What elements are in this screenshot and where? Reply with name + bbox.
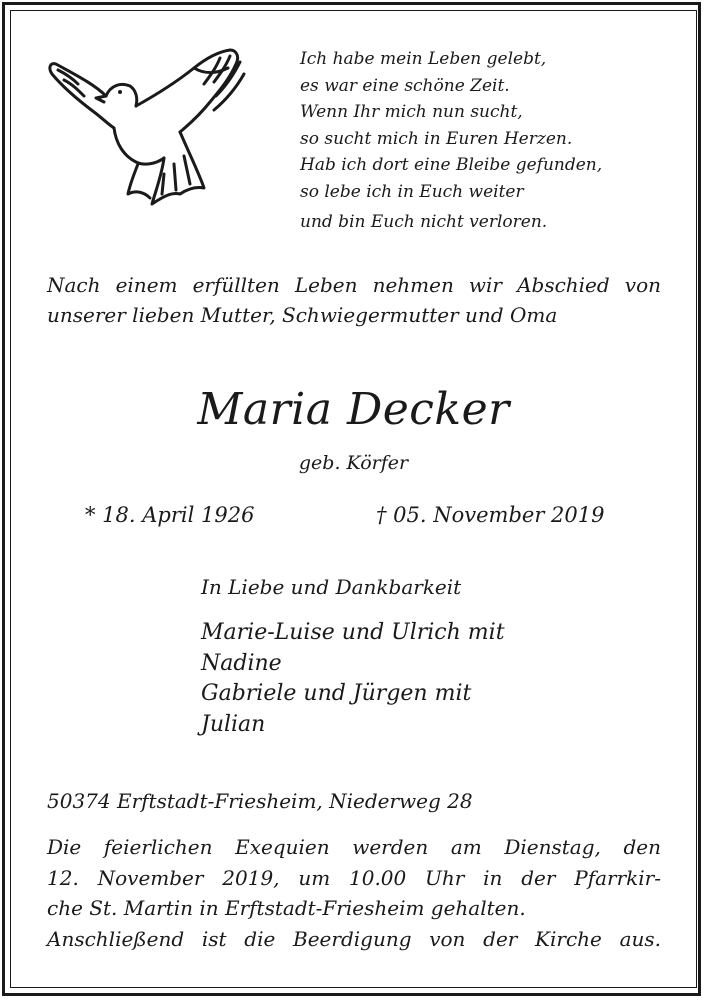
deceased-name: Maria Decker [197,384,510,435]
death-date: † 05. November 2019 [376,503,605,527]
funeral-line: Anschließend ist die Beerdigung von der Kirche aus. [47,926,661,951]
birth-date: * 18. April 1926 [85,503,255,527]
family-line: Gabriele und Jürgen mit [201,681,472,706]
family-line: Marie-Luise und Ulrich mit [201,620,505,645]
maiden-name: geb. Körfer [298,452,409,474]
family-line: Nadine [201,650,282,676]
poem [300,46,680,236]
funeral-line: Die feierlichen Exequien werden am Dienstag, den [47,835,661,859]
family-list [201,618,505,740]
poem-line: so sucht mich in Euren Herzen. [300,128,573,149]
poem-line: Hab ich dort eine Bleibe gefunden, [300,155,603,175]
family-line: Julian [201,711,266,737]
dove-icon [44,44,264,220]
poem-line: Ich habe mein Leben gelebt, [300,49,547,69]
thanks-line: In Liebe und Dankbarkeit [201,575,462,599]
funeral-notice [47,832,661,954]
funeral-line: che St. Martin in Erftstadt-Friesheim gehalten. [47,896,526,920]
poem-line: und bin Euch nicht verloren. [300,212,548,232]
intro-text: Nach einem erfüllten Leben nehmen wir Abschied von unserer lieben Mutter, Schwiegermutter und Oma [47,273,661,327]
poem-line: Wenn Ihr mich nun sucht, [300,102,523,122]
funeral-line: 12. November 2019, um 10.00 Uhr in der Pfarrkir- [47,865,661,890]
poem-line: es war eine schöne Zeit. [300,75,510,96]
address: 50374 Erftstadt-Friesheim, Niederweg 28 [47,789,473,813]
poem-line: so lebe ich in Euch weiter [300,181,524,202]
